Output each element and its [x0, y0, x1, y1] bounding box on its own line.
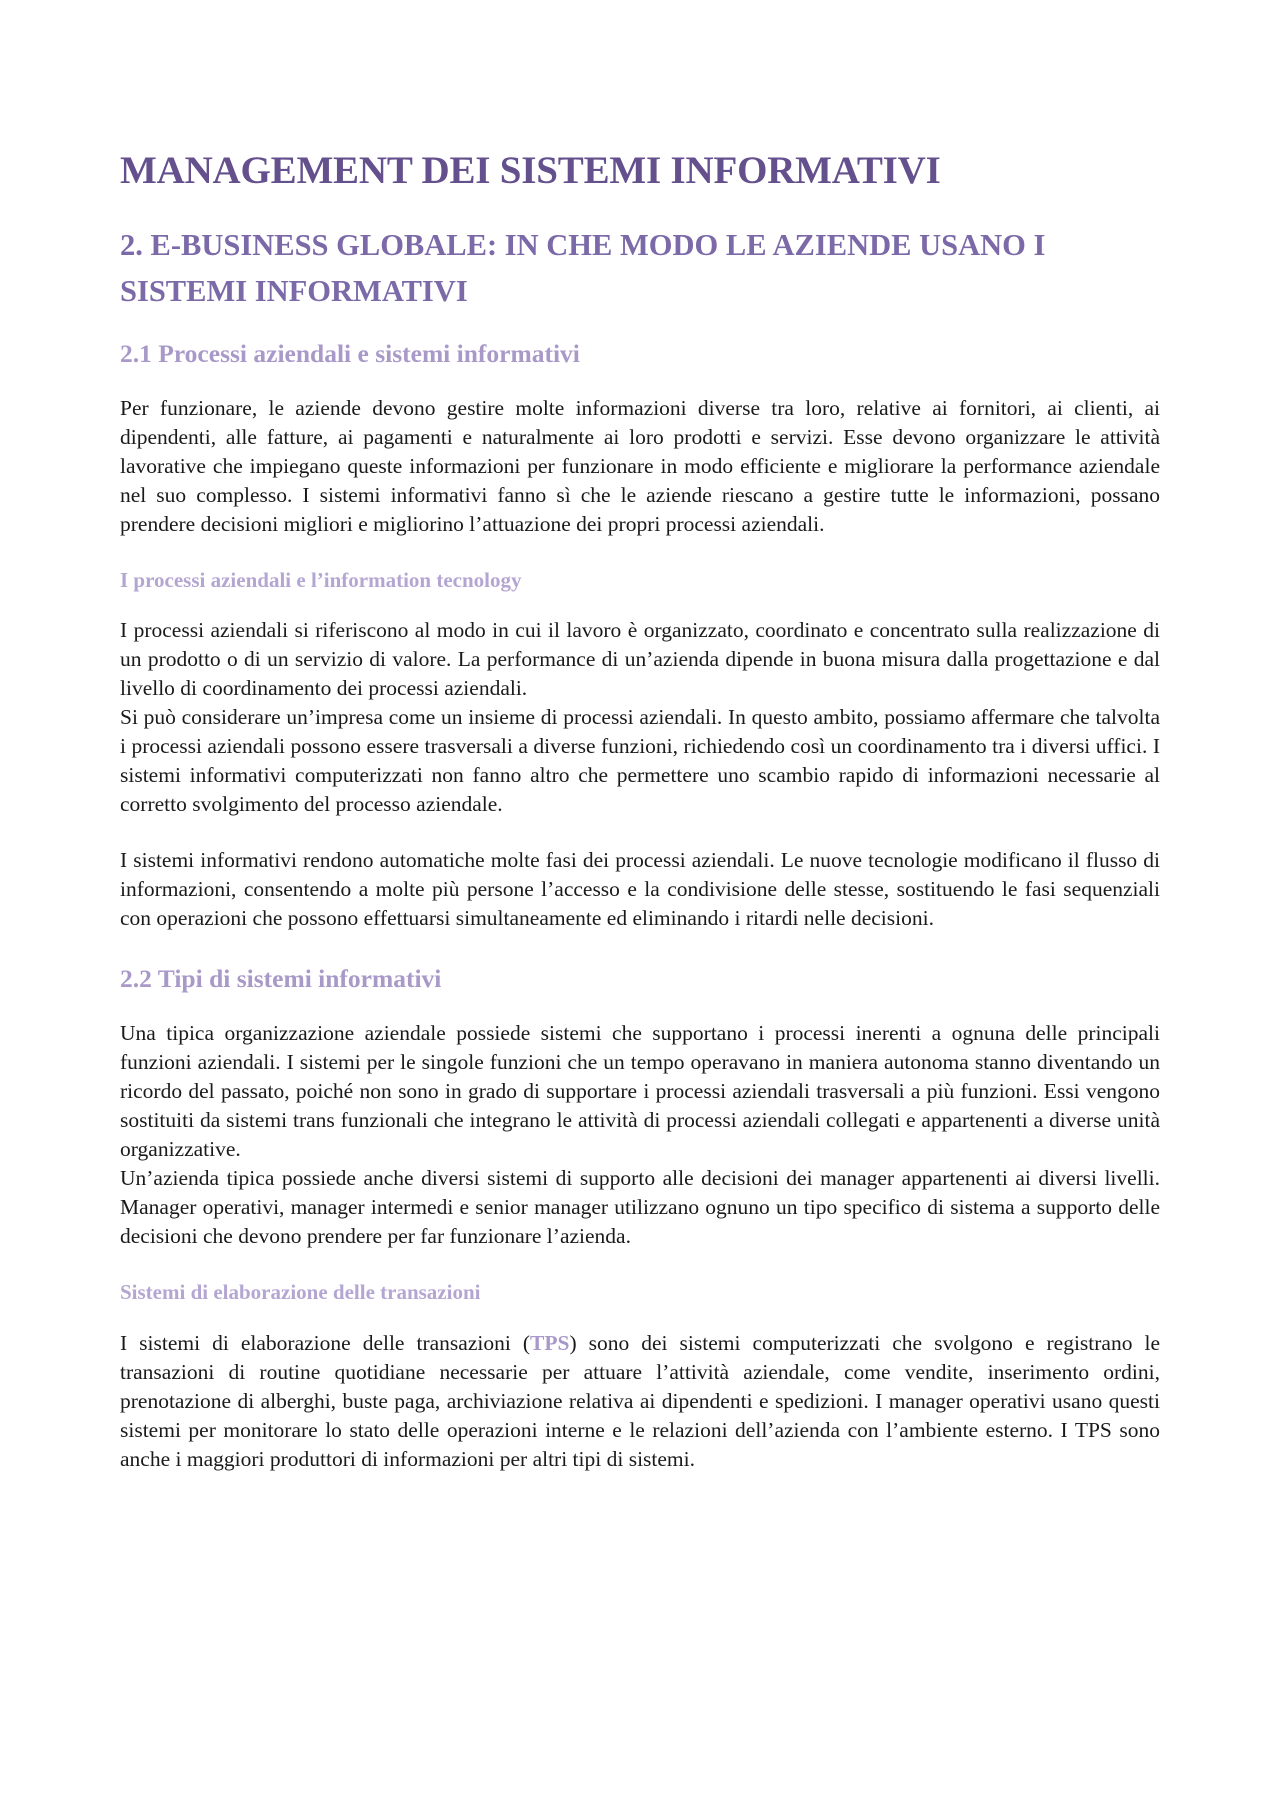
subsection-title-business-processes: I processi aziendali e l’information tecnology — [120, 568, 522, 593]
tps-acronym: TPS — [530, 1330, 570, 1355]
paragraph-spacer — [120, 539, 1160, 567]
paragraph-tps — [120, 1329, 1160, 1474]
paragraph-spacer — [120, 933, 1160, 963]
section-title-2-2: 2.2 Tipi di sistemi informativi — [120, 964, 442, 994]
paragraph-spacer — [120, 1251, 1160, 1279]
chapter-title: 2. E-BUSINESS GLOBALE: IN CHE MODO LE AZIENDE USANO I SISTEMI INFORMATIVI — [120, 227, 1046, 308]
paragraph-text: I sistemi di elaborazione delle transazioni ( — [120, 1330, 530, 1355]
paragraph: Si può considerare un’impresa come un insieme di processi aziendali. In questo ambito, possiamo affermare che talvolta i processi aziendali possono essere trasversali a diverse funzioni, richiedendo così un coordinamento tra i diversi uffici. I sistemi informativi computerizzati non fanno altro che permettere uno scambio rapido di informazioni necessarie al corretto svolgimento del processo aziendale. — [120, 705, 1160, 817]
document-title: MANAGEMENT DEI SISTEMI INFORMATIVI — [120, 149, 941, 192]
paragraph: I sistemi informativi rendono automatiche molte fasi dei processi aziendali. Le nuove tecnologie modificano il flusso di informazioni, consentendo a molte più persone l’accesso e la condivisione delle stesse, sostituendo le fasi sequenziali con operazioni che possono effettuarsi simultaneamente ed eliminando i ritardi nelle decisioni. — [120, 848, 1160, 931]
paragraph: Un’azienda tipica possiede anche diversi sistemi di supporto alle decisioni dei manager appartenenti ai diversi livelli. Manager operativi, manager intermedi e senior manager utilizzano ognuno un tipo specifico di sistema a supporto delle decisioni che devono prendere per far funzionare l’azienda. — [120, 1166, 1160, 1249]
paragraph-text: ) sono dei sistemi computerizzati che svolgono e registrano le transazioni di routine quotidiane necessarie per attuare l’attività aziendale, come vendite, inserimento ordini, prenotazione di alberghi, buste paga, archiviazione relativa ai dipendenti e spedizioni. I manager operativi usano questi sistemi per monitorare lo stato delle operazioni interne e le relazioni dell’azienda con l’ambiente esterno. I TPS sono anche i maggiori produttori di informazioni per altri tipi di sistemi. — [120, 1330, 1161, 1471]
subsection-title-tps: Sistemi di elaborazione delle transazioni — [120, 1280, 481, 1305]
paragraph: Una tipica organizzazione aziendale possiede sistemi che supportano i processi inerenti a ognuna delle principali funzioni aziendali. I sistemi per le singole funzioni che un tempo operavano in maniera autonoma stanno diventando un ricordo del passato, poiché non sono in grado di supportare i processi aziendali trasversali a più funzioni. Essi vengono sostituiti da sistemi trans funzionali che integrano le attività di processi aziendali collegati e appartenenti a diverse unità organizzative. — [120, 1021, 1160, 1162]
paragraph-spacer — [120, 819, 1160, 846]
section-title-2-1: 2.1 Processi aziendali e sistemi informativi — [120, 339, 580, 369]
paragraph: Per funzionare, le aziende devono gestire molte informazioni diverse tra loro, relative ai fornitori, ai clienti, ai dipendenti, alle fatture, ai pagamenti e naturalmente ai loro prodotti e servizi. Esse devono organizzare le attività lavorative che impiegano queste informazioni per funzionare in modo efficiente e migliorare la performance aziendale nel suo complesso. I sistemi informativi fanno sì che le aziende riescano a gestire tutte le informazioni, possano prendere decisioni migliori e migliorino l’attuazione dei propri processi aziendali. — [120, 396, 1160, 537]
paragraph: I processi aziendali si riferiscono al modo in cui il lavoro è organizzato, coordinato e concentrato sulla realizzazione di un prodotto o di un servizio di valore. La performance di un’azienda dipende in buona misura dalla progettazione e dal livello di coordinamento dei processi aziendali. — [120, 618, 1160, 701]
document-page — [120, 148, 1160, 1474]
